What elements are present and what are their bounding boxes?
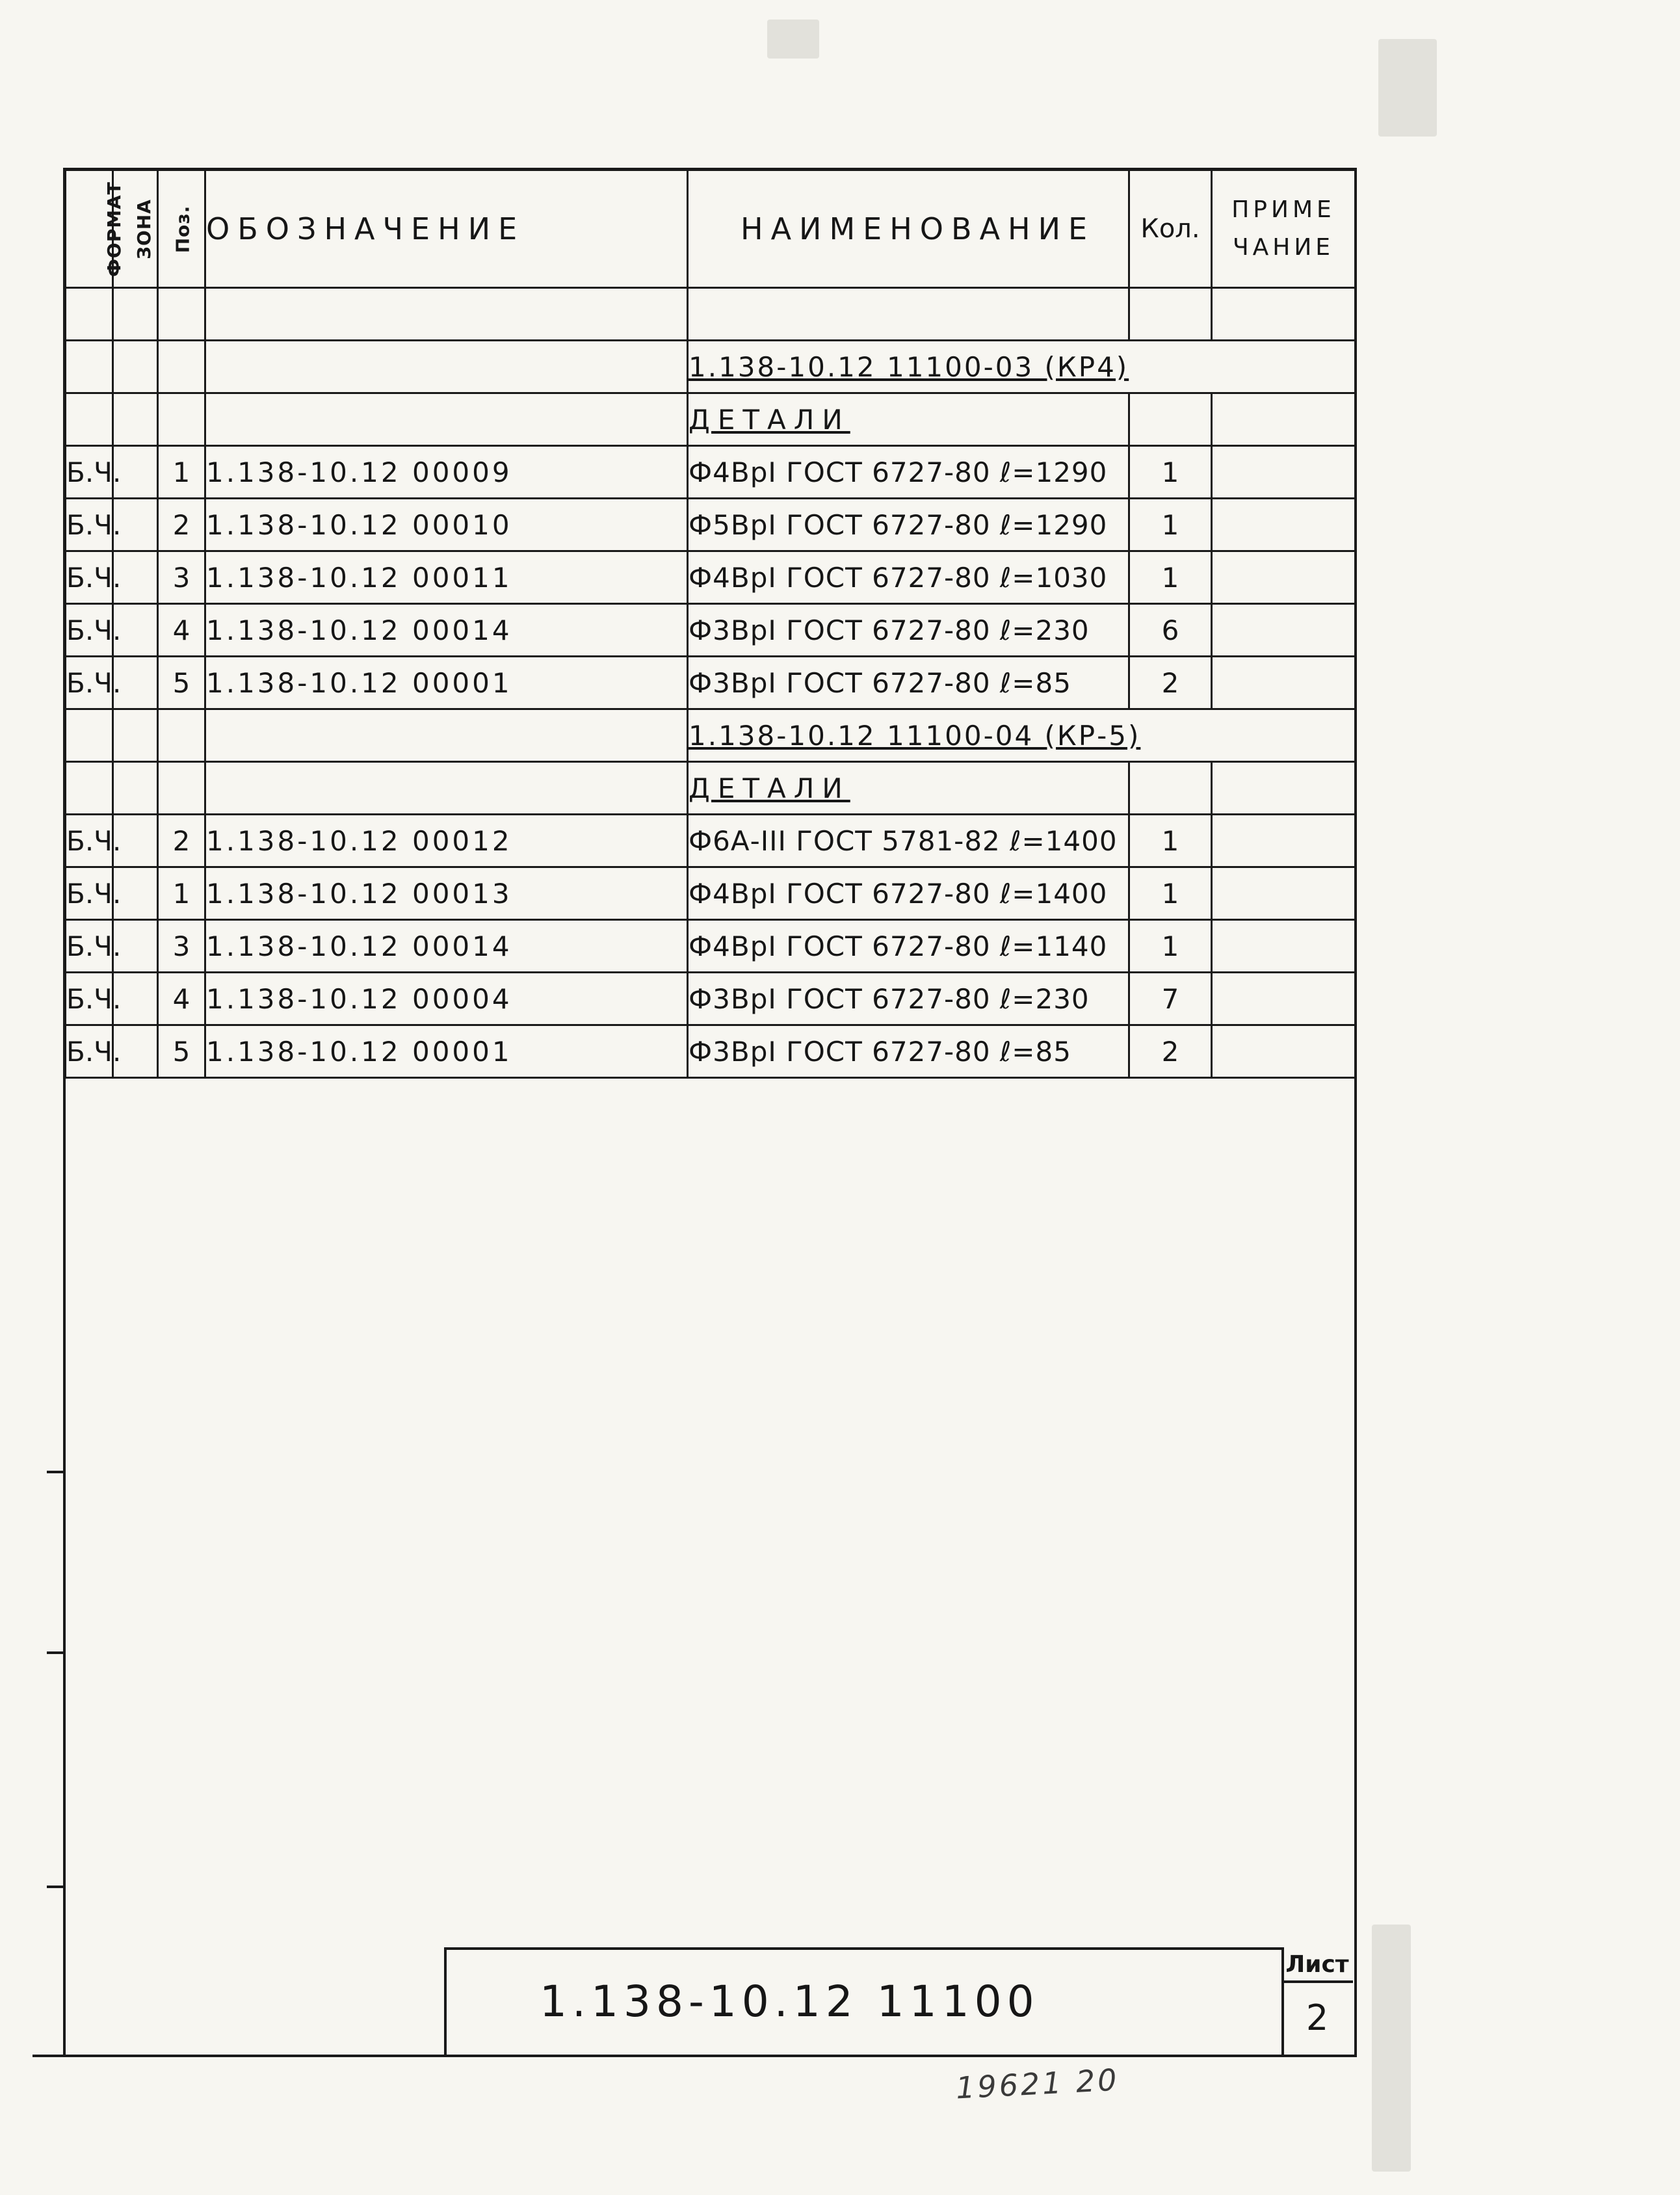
archive-stamp-number: 19621 20 [954,2062,1120,2106]
cell-pos: 3 [158,551,205,604]
section-heading: ДЕТАЛИ [688,762,1129,815]
table-row [66,867,1356,920]
cell-note [1212,551,1356,604]
assembly-designation: 1.138-10.12 11100-03 (КР4) [688,341,1356,393]
cell-format: Б.Ч. [66,604,113,657]
margin-tick [47,1886,64,1888]
cell-name: Ф6А-III ГОСТ 5781-82 ℓ=1400 [688,815,1129,867]
cell-note [1212,867,1356,920]
cell-designation: 1.138-10.12 00014 [205,604,688,657]
cell-designation: 1.138-10.12 00009 [205,446,688,499]
cell-pos: 2 [158,815,205,867]
assembly-row [66,709,1356,762]
section-heading-row [66,762,1356,815]
cell-format: Б.Ч. [66,551,113,604]
margin-tick [47,1471,64,1473]
cell-note [1212,1025,1356,1078]
cell-pos: 5 [158,657,205,709]
cell-name: Ф3ВрI ГОСТ 6727-80 ℓ=230 [688,973,1129,1025]
cell-note [1212,815,1356,867]
header-pos: Поз. [158,170,205,288]
table-row [66,1025,1356,1078]
cell-qty: 1 [1129,499,1212,551]
cell-pos: 2 [158,499,205,551]
table-row [66,973,1356,1025]
cell-format: Б.Ч. [66,1025,113,1078]
cell-note [1212,973,1356,1025]
header-zone: ЗОНА [113,170,158,288]
document-code: 1.138-10.12 11100 [540,1977,1040,2027]
cell-name: Ф5ВрI ГОСТ 6727-80 ℓ=1290 [688,499,1129,551]
cell-format: Б.Ч. [66,867,113,920]
cell-qty: 1 [1129,446,1212,499]
cell-format: Б.Ч. [66,815,113,867]
cell-qty: 2 [1129,657,1212,709]
cell-designation: 1.138-10.12 00012 [205,815,688,867]
header-name: НАИМЕНОВАНИЕ [688,170,1129,288]
cell-name: Ф3ВрI ГОСТ 6727-80 ℓ=230 [688,604,1129,657]
cell-designation: 1.138-10.12 00011 [205,551,688,604]
cell-designation: 1.138-10.12 00001 [205,657,688,709]
specification-table [64,169,1356,1079]
cell-pos: 5 [158,1025,205,1078]
cell-name: Ф4ВрI ГОСТ 6727-80 ℓ=1140 [688,920,1129,973]
blank-row [66,288,1356,341]
header-note-line2: ЧАНИЕ [1232,234,1335,261]
table-header-row [66,170,1356,288]
section-heading: ДЕТАЛИ [688,393,1129,446]
cell-pos: 4 [158,604,205,657]
section-heading-row [66,393,1356,446]
sheet-number: 2 [1306,1997,1329,2038]
cell-designation: 1.138-10.12 00010 [205,499,688,551]
header-note-line1: ПРИМЕ [1231,196,1335,223]
cell-pos: 1 [158,867,205,920]
cell-format: Б.Ч. [66,446,113,499]
scan-artifact [1378,39,1437,137]
cell-format: Б.Ч. [66,920,113,973]
cell-qty: 7 [1129,973,1212,1025]
cell-designation: 1.138-10.12 00014 [205,920,688,973]
cell-name: Ф3ВрI ГОСТ 6727-80 ℓ=85 [688,657,1129,709]
table-row [66,499,1356,551]
cell-qty: 1 [1129,551,1212,604]
header-designation: ОБОЗНАЧЕНИЕ [205,170,688,288]
cell-note [1212,604,1356,657]
margin-tick [47,1651,64,1654]
cell-qty: 1 [1129,867,1212,920]
scan-artifact [767,20,819,59]
cell-designation: 1.138-10.12 00004 [205,973,688,1025]
cell-pos: 3 [158,920,205,973]
cell-name: Ф4ВрI ГОСТ 6727-80 ℓ=1030 [688,551,1129,604]
table-row [66,920,1356,973]
assembly-designation: 1.138-10.12 11100-04 (КР-5) [688,709,1356,762]
scan-artifact [1372,1925,1411,2172]
cell-designation: 1.138-10.12 00001 [205,1025,688,1078]
table-row [66,551,1356,604]
cell-format: Б.Ч. [66,657,113,709]
cell-format: Б.Ч. [66,973,113,1025]
sheet-label: Лист [1281,1949,1353,1983]
table-row [66,657,1356,709]
cell-qty: 2 [1129,1025,1212,1078]
cell-name: Ф4ВрI ГОСТ 6727-80 ℓ=1400 [688,867,1129,920]
cell-pos: 4 [158,973,205,1025]
cell-qty: 6 [1129,604,1212,657]
cell-qty: 1 [1129,920,1212,973]
cell-note [1212,446,1356,499]
cell-format: Б.Ч. [66,499,113,551]
cell-name: Ф4ВрI ГОСТ 6727-80 ℓ=1290 [688,446,1129,499]
header-format: ФОРМАТ [66,170,113,288]
assembly-row [66,341,1356,393]
cell-note [1212,920,1356,973]
header-qty: Кол. [1129,170,1212,288]
cell-designation: 1.138-10.12 00013 [205,867,688,920]
cell-qty: 1 [1129,815,1212,867]
cell-pos: 1 [158,446,205,499]
table-row [66,446,1356,499]
cell-name: Ф3ВрI ГОСТ 6727-80 ℓ=85 [688,1025,1129,1078]
table-row [66,815,1356,867]
header-note [1212,170,1356,288]
cell-note [1212,499,1356,551]
cell-note [1212,657,1356,709]
table-row [66,604,1356,657]
